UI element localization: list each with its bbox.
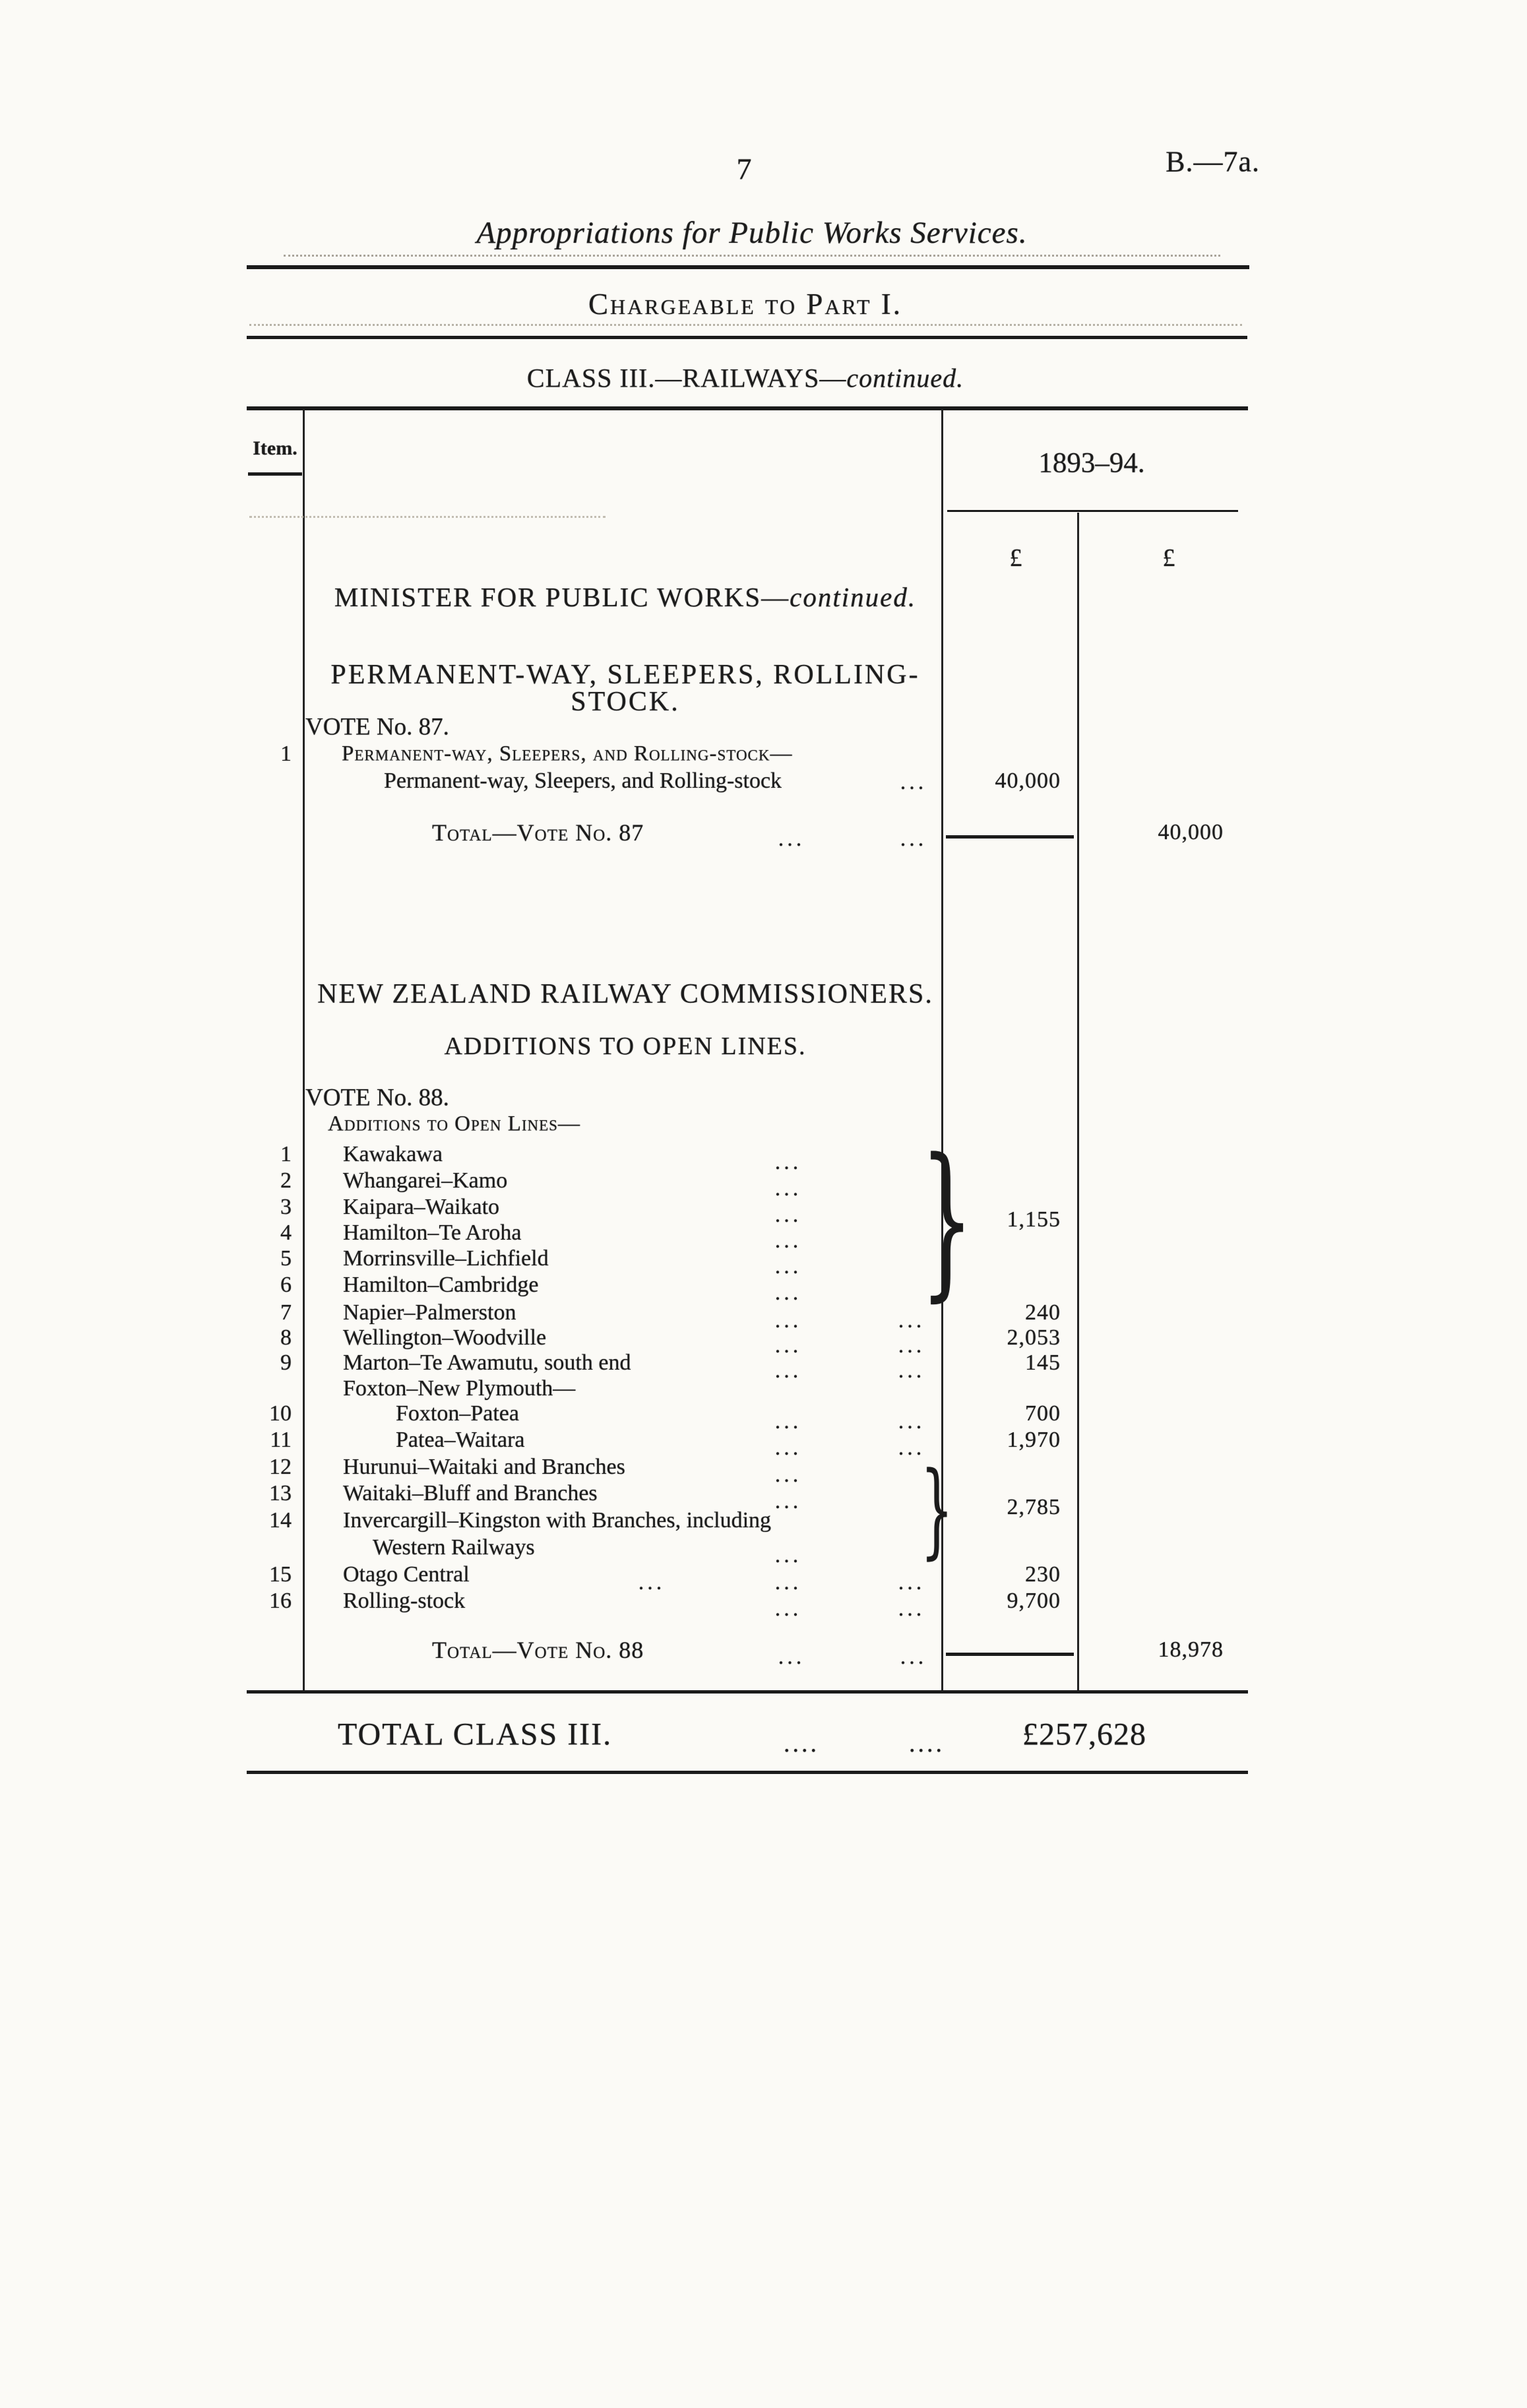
commissioners-heading: NEW ZEALAND RAILWAY COMMISSIONERS. bbox=[317, 979, 933, 1009]
amount-value: 240 bbox=[1025, 1300, 1061, 1325]
vote87-label: VOTE No. 87. bbox=[305, 713, 449, 741]
document-reference: B.—7a. bbox=[1166, 145, 1260, 178]
leader-dots: ... bbox=[900, 1645, 927, 1669]
part-rule bbox=[247, 336, 1247, 339]
leader-dots: ... bbox=[774, 1254, 802, 1279]
leader-dots: .... bbox=[909, 1730, 945, 1758]
vote87-item-number: 1 bbox=[280, 742, 292, 766]
railway-line-name: Hamilton–Te Aroha bbox=[343, 1220, 522, 1245]
leader-dots: ... bbox=[898, 1570, 925, 1595]
title-dotted-rule bbox=[284, 255, 1220, 257]
item-number: 6 bbox=[280, 1273, 292, 1297]
group-brace-items-1-6: } bbox=[920, 1124, 974, 1317]
amount-value: 145 bbox=[1025, 1350, 1061, 1375]
grand-total-amount: £257,628 bbox=[1022, 1717, 1146, 1752]
document-title: Appropriations for Public Works Services. bbox=[476, 216, 1028, 250]
amount-value: 1,970 bbox=[1007, 1428, 1061, 1452]
page-number: 7 bbox=[736, 152, 752, 186]
amount-value: 2,053 bbox=[1007, 1325, 1061, 1350]
railway-line-name: Waitaki–Bluff and Branches bbox=[343, 1481, 598, 1505]
leader-dots: ... bbox=[898, 1308, 925, 1333]
pound-symbol-col2: £ bbox=[1162, 544, 1175, 572]
leader-dots: ... bbox=[774, 1228, 802, 1253]
leader-dots: ... bbox=[774, 1570, 802, 1595]
item-header-underline bbox=[248, 472, 302, 476]
leader-dots: ... bbox=[774, 1358, 802, 1383]
minister-heading-main: MINISTER FOR PUBLIC WORKS— bbox=[334, 582, 790, 612]
railway-line-name-continuation: Western Railways bbox=[373, 1535, 535, 1560]
header-dotted-line bbox=[249, 516, 606, 518]
railway-line-name: Kawakawa bbox=[343, 1142, 443, 1166]
railway-line-subheading: Foxton–New Plymouth— bbox=[343, 1376, 576, 1401]
vote87-section-heading-line2: STOCK. bbox=[571, 687, 680, 717]
item-number: 15 bbox=[269, 1562, 292, 1587]
total-column-divider bbox=[1077, 513, 1079, 1693]
railway-line-name: Otago Central bbox=[343, 1562, 470, 1587]
table-top-rule bbox=[247, 406, 1248, 410]
final-rule bbox=[247, 1771, 1248, 1774]
vote88-group-heading: Additions to Open Lines— bbox=[328, 1112, 580, 1136]
amount-value: 9,700 bbox=[1007, 1589, 1061, 1613]
leader-dots: ... bbox=[774, 1333, 802, 1358]
leader-dots: ... bbox=[898, 1436, 925, 1460]
leader-dots: ... bbox=[774, 1409, 802, 1434]
item-number: 2 bbox=[280, 1168, 292, 1193]
leader-dots: ... bbox=[898, 1358, 925, 1383]
year-header-rule bbox=[947, 510, 1238, 512]
vote87-total-label: Total—Vote No. 87 bbox=[432, 819, 644, 846]
railway-line-name: Kaipara–Waikato bbox=[343, 1195, 500, 1219]
item-number: 1 bbox=[280, 1142, 292, 1166]
class-heading-continued: continued. bbox=[846, 363, 964, 393]
leader-dots: ... bbox=[638, 1570, 666, 1595]
item-number: 10 bbox=[269, 1401, 292, 1426]
item-number: 3 bbox=[280, 1195, 292, 1219]
railway-line-name: Invercargill–Kingston with Branches, including bbox=[343, 1508, 772, 1533]
leader-dots: ... bbox=[774, 1597, 802, 1621]
title-rule bbox=[247, 265, 1249, 269]
railway-line-name: Whangarei–Kamo bbox=[343, 1168, 508, 1193]
leader-dots: .... bbox=[784, 1730, 819, 1758]
item-column-header: Item. bbox=[253, 437, 297, 459]
item-number: 8 bbox=[280, 1325, 292, 1350]
item-number: 13 bbox=[269, 1481, 292, 1505]
vote88-label: VOTE No. 88. bbox=[305, 1084, 449, 1112]
class-heading-main: CLASS III.—RAILWAYS— bbox=[526, 363, 847, 393]
part-heading: Chargeable to Part I. bbox=[588, 288, 902, 321]
item-number: 14 bbox=[269, 1508, 292, 1533]
vote88-total-amount: 18,978 bbox=[1158, 1637, 1224, 1662]
railway-line-name: Hamilton–Cambridge bbox=[343, 1273, 539, 1297]
minister-heading-continued: continued. bbox=[790, 582, 917, 612]
item-number: 5 bbox=[280, 1246, 292, 1271]
part-dotted-rule bbox=[249, 324, 1242, 326]
vote87-section-heading-line1: PERMANENT-WAY, SLEEPERS, ROLLING- bbox=[330, 660, 920, 690]
group-brace-items-12-14: } bbox=[920, 1449, 954, 1569]
railway-line-name: Marton–Te Awamutu, south end bbox=[343, 1350, 631, 1375]
group-amount-items-12-14: 2,785 bbox=[1007, 1495, 1061, 1519]
vote87-item-amount: 40,000 bbox=[995, 769, 1061, 793]
group-amount-items-1-6: 1,155 bbox=[1007, 1207, 1061, 1232]
pound-symbol-col1: £ bbox=[1009, 544, 1022, 572]
item-number: 16 bbox=[269, 1589, 292, 1613]
leader-dots: ... bbox=[774, 1176, 802, 1201]
railway-line-name: Foxton–Patea bbox=[396, 1401, 519, 1426]
leader-dots: ... bbox=[774, 1308, 802, 1333]
vote87-total-amount: 40,000 bbox=[1158, 820, 1224, 844]
leader-dots: ... bbox=[774, 1203, 802, 1227]
leader-dots: ... bbox=[900, 770, 927, 794]
leader-dots: ... bbox=[774, 1463, 802, 1487]
vote87-total-rule bbox=[946, 835, 1074, 839]
item-number: 12 bbox=[269, 1455, 292, 1479]
leader-dots: ... bbox=[898, 1409, 925, 1434]
railway-line-name: Morrinsville–Lichfield bbox=[343, 1246, 549, 1271]
leader-dots: ... bbox=[900, 827, 927, 851]
leader-dots: ... bbox=[778, 1645, 805, 1669]
additions-open-lines-heading: ADDITIONS TO OPEN LINES. bbox=[444, 1032, 807, 1060]
item-number: 11 bbox=[270, 1428, 292, 1452]
item-column-divider bbox=[303, 409, 305, 1693]
amount-value: 700 bbox=[1025, 1401, 1061, 1426]
vote88-total-rule bbox=[946, 1653, 1074, 1656]
leader-dots: ... bbox=[774, 1489, 802, 1513]
leader-dots: ... bbox=[774, 1543, 802, 1568]
railway-line-name: Hurunui–Waitaki and Branches bbox=[343, 1455, 625, 1479]
leader-dots: ... bbox=[778, 827, 805, 851]
grand-total-label: TOTAL CLASS III. bbox=[338, 1717, 613, 1752]
leader-dots: ... bbox=[774, 1436, 802, 1460]
item-number: 7 bbox=[280, 1300, 292, 1325]
railway-line-name: Napier–Palmerston bbox=[343, 1300, 516, 1325]
railway-line-name: Patea–Waitara bbox=[396, 1428, 525, 1452]
railway-line-name: Rolling-stock bbox=[343, 1589, 466, 1613]
table-bottom-rule bbox=[247, 1690, 1248, 1694]
item-number: 9 bbox=[280, 1350, 292, 1375]
leader-dots: ... bbox=[774, 1281, 802, 1305]
vote88-total-label: Total—Vote No. 88 bbox=[432, 1637, 644, 1663]
class-heading bbox=[527, 363, 964, 394]
vote87-item-detail-line: Permanent-way, Sleepers, and Rolling-stock bbox=[384, 769, 782, 793]
leader-dots: ... bbox=[898, 1333, 925, 1358]
minister-heading bbox=[334, 581, 916, 613]
railway-line-name: Wellington–Woodville bbox=[343, 1325, 547, 1350]
year-header: 1893–94. bbox=[1038, 447, 1145, 479]
leader-dots: ... bbox=[774, 1150, 802, 1174]
amount-value: 230 bbox=[1025, 1562, 1061, 1587]
item-number: 4 bbox=[280, 1220, 292, 1245]
leader-dots: ... bbox=[898, 1597, 925, 1621]
vote87-item-group-line: Permanent-way, Sleepers, and Rolling-stock— bbox=[342, 742, 793, 766]
